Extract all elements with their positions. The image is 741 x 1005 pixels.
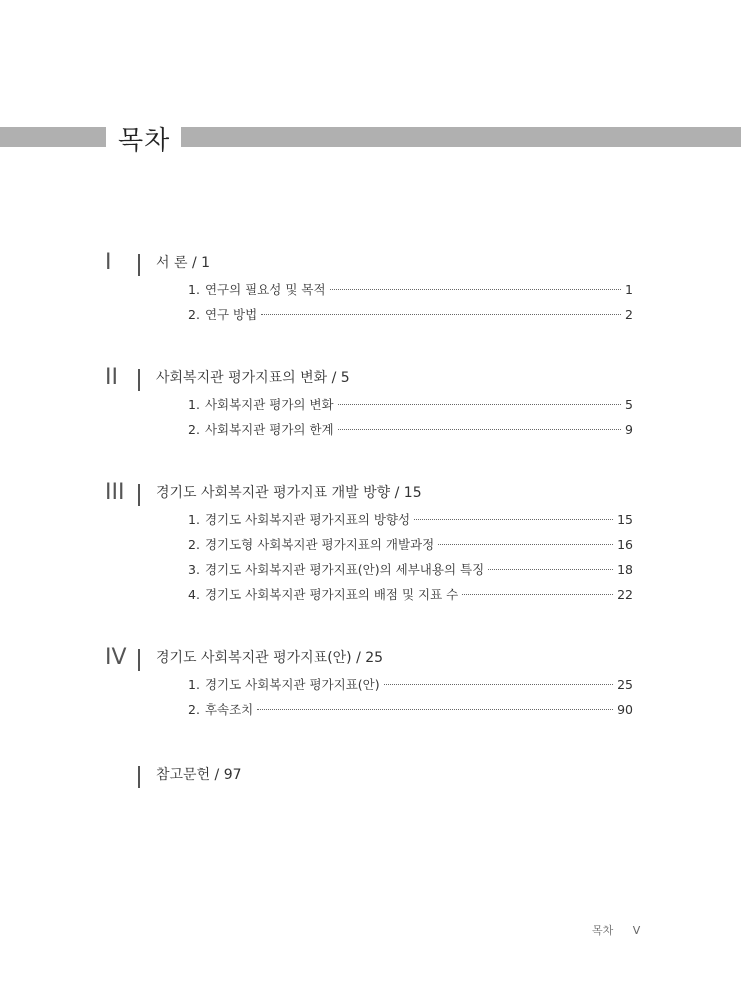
toc-entry[interactable] <box>188 395 633 420</box>
toc-entry[interactable] <box>188 535 633 560</box>
footer-label: 목차 <box>592 924 614 937</box>
dot-leader <box>338 404 621 405</box>
entry-label: 경기도 사회복지관 평가지표의 방향성 <box>204 512 411 527</box>
chapter-divider <box>138 649 140 671</box>
toc-entry[interactable] <box>188 675 633 700</box>
dot-leader <box>338 429 621 430</box>
toc-entry[interactable] <box>188 560 633 585</box>
entry-label: 연구 방법 <box>204 307 258 322</box>
entry-number: 2. <box>188 307 200 322</box>
entry-page: 9 <box>625 422 633 437</box>
entry-label: 사회복지관 평가의 한계 <box>204 422 334 437</box>
entry-page: 18 <box>617 562 633 577</box>
dot-leader <box>330 289 622 290</box>
chapter-numeral: III <box>105 480 125 505</box>
dot-leader <box>384 684 613 685</box>
dot-leader <box>257 709 613 710</box>
entry-page: 22 <box>617 587 633 602</box>
entry-number: 2. <box>188 702 200 717</box>
entry-label: 경기도 사회복지관 평가지표(안)의 세부내용의 특징 <box>204 562 485 577</box>
toc-entry[interactable] <box>188 280 633 305</box>
entry-number: 1. <box>188 512 200 527</box>
entry-page: 2 <box>625 307 633 322</box>
footer-page-number: V <box>632 924 641 937</box>
references-title[interactable]: 참고문헌 / 97 <box>156 767 242 783</box>
title-band <box>0 127 741 147</box>
page-footer <box>592 922 640 938</box>
toc-entry[interactable] <box>188 510 633 535</box>
entry-list <box>188 510 633 610</box>
entry-page: 90 <box>617 702 633 717</box>
page-title: 목차 <box>118 126 171 156</box>
entry-list <box>188 280 633 330</box>
entry-number: 1. <box>188 397 200 412</box>
chapter-numeral: I <box>105 250 112 275</box>
toc-entry[interactable] <box>188 585 633 610</box>
chapter-title: 경기도 사회복지관 평가지표(안) / 25 <box>156 650 384 666</box>
entry-number: 4. <box>188 587 200 602</box>
entry-label: 경기도 사회복지관 평가지표의 배점 및 지표 수 <box>204 587 459 602</box>
chapter-divider <box>138 484 140 506</box>
chapter-title: 사회복지관 평가지표의 변화 / 5 <box>156 370 350 386</box>
entry-label: 경기도 사회복지관 평가지표(안) <box>204 677 380 692</box>
entry-number: 1. <box>188 677 200 692</box>
entry-page: 16 <box>617 537 633 552</box>
toc-entry[interactable] <box>188 700 633 725</box>
chapter-divider <box>138 254 140 276</box>
dot-leader <box>488 569 613 570</box>
entry-page: 5 <box>625 397 633 412</box>
entry-label: 연구의 필요성 및 목적 <box>204 282 326 297</box>
chapter-divider <box>138 369 140 391</box>
title-band-right <box>181 127 741 147</box>
entry-list <box>188 675 633 725</box>
entry-label: 사회복지관 평가의 변화 <box>204 397 334 412</box>
entry-number: 2. <box>188 537 200 552</box>
chapter-divider <box>138 766 140 788</box>
chapter-numeral: IV <box>105 645 127 670</box>
entry-page: 1 <box>625 282 633 297</box>
entry-page: 15 <box>617 512 633 527</box>
entry-page: 25 <box>617 677 633 692</box>
entry-number: 3. <box>188 562 200 577</box>
entry-label: 경기도형 사회복지관 평가지표의 개발과정 <box>204 537 435 552</box>
dot-leader <box>261 314 621 315</box>
entry-number: 1. <box>188 282 200 297</box>
chapter-numeral: II <box>105 365 118 390</box>
chapter-title: 경기도 사회복지관 평가지표 개발 방향 / 15 <box>156 485 422 501</box>
toc-entry[interactable] <box>188 305 633 330</box>
entry-number: 2. <box>188 422 200 437</box>
dot-leader <box>414 519 613 520</box>
entry-label: 후속조치 <box>204 702 254 717</box>
dot-leader <box>462 594 613 595</box>
chapter-title: 서 론 / 1 <box>156 255 211 271</box>
entry-list <box>188 395 633 445</box>
toc-entry[interactable] <box>188 420 633 445</box>
dot-leader <box>438 544 613 545</box>
title-band-left <box>0 127 106 147</box>
